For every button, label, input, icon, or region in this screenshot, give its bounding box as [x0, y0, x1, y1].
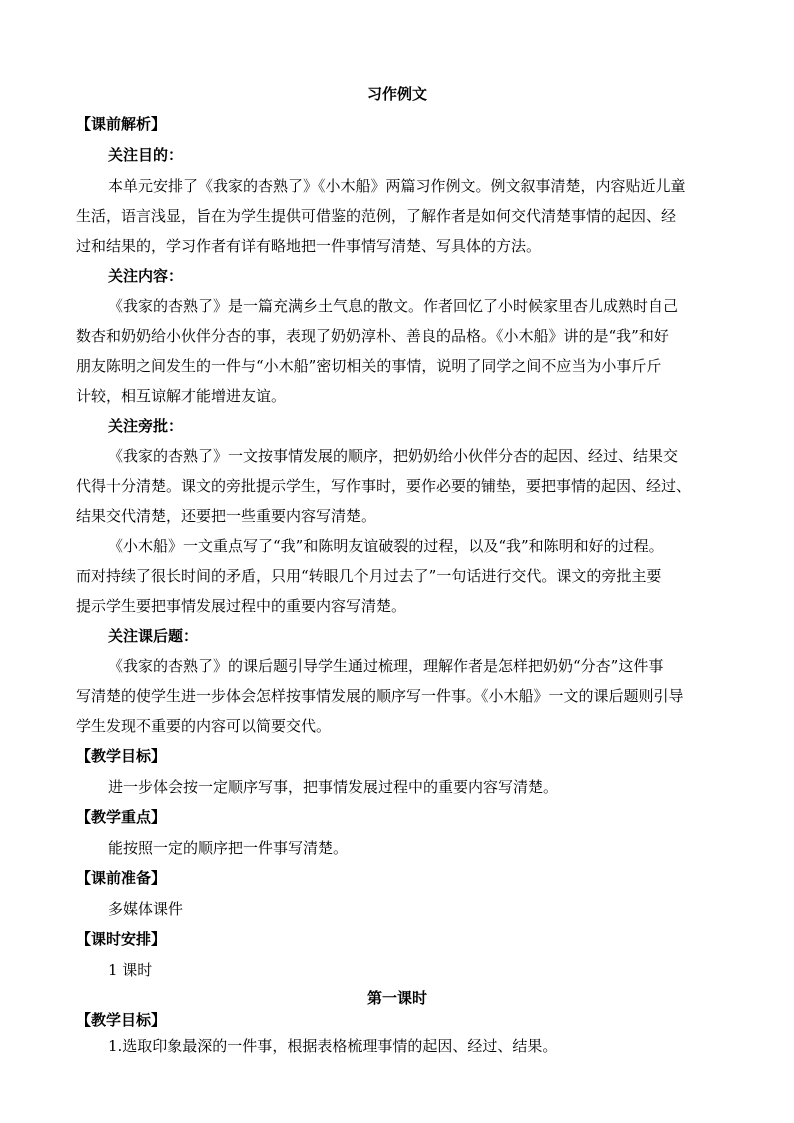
- paragraph-line: 《小木船》一文重点写了“我”和陈明友谊破裂的过程，以及“我”和陈明和好的过程。: [108, 537, 664, 555]
- heading-pre-analysis: 【课前解析】: [76, 115, 167, 133]
- label-content: 关注内容：: [108, 267, 184, 285]
- paragraph-line: 计较，相互谅解才能增进友谊。: [76, 387, 287, 405]
- paragraph-line: 《我家的杏熟了》的课后题引导学生通过梳理，理解作者是怎样把奶奶“分杏”这件事: [108, 657, 664, 675]
- schedule-text: 1 课时: [108, 961, 153, 979]
- paragraph-line: 学生发现不重要的内容可以简要交代。: [76, 717, 332, 735]
- lesson-one-title: 第一课时: [366, 989, 427, 1007]
- heading-key-points: 【教学重点】: [76, 808, 167, 826]
- preparation-text: 多媒体课件: [108, 900, 184, 918]
- paragraph-line: 而对持续了很长时间的矛盾，只用“转眼几个月过去了”一句话进行交代。课文的旁批主要: [76, 567, 662, 585]
- doc-title: 习作例文: [366, 85, 427, 103]
- lesson-goal-1: 1.选取印象最深的一件事，根据表格梳理事情的起因、经过、结果。: [108, 1037, 558, 1055]
- heading-lesson-goals: 【教学目标】: [76, 1011, 167, 1029]
- label-purpose: 关注目的：: [108, 146, 184, 164]
- paragraph-line: 《我家的杏熟了》一文按事情发展的顺序，把奶奶给小伙伴分杏的起因、经过、结果交: [108, 447, 679, 465]
- paragraph-line: 提示学生要把事情发展过程中的重要内容写清楚。: [76, 597, 407, 615]
- paragraph-line: 朋友陈明之间发生的一件与“小木船”密切相关的事情，说明了同学之间不应当为小事斤斤: [76, 357, 662, 375]
- label-margin-notes: 关注旁批：: [108, 417, 184, 435]
- heading-goals: 【教学目标】: [76, 747, 167, 765]
- heading-preparation: 【课前准备】: [76, 869, 167, 887]
- goals-text: 进一步体会按一定顺序写事，把事情发展过程中的重要内容写清楚。: [108, 778, 559, 796]
- paragraph-line: 过和结果的，学习作者有详有略地把一件事情写清楚、写具体的方法。: [76, 237, 542, 255]
- paragraph-line: 本单元安排了《我家的杏熟了》《小木船》两篇习作例文。例文叙事清楚，内容贴近儿童: [108, 177, 686, 195]
- paragraph-line: 代得十分清楚。课文的旁批提示学生，写作事时，要作必要的铺垫，要把事情的起因、经过、: [76, 477, 692, 495]
- paragraph-line: 《我家的杏熟了》是一篇充满乡土气息的散文。作者回忆了小时候家里杏儿成熟时自己: [108, 297, 679, 315]
- key-points-text: 能按照一定的顺序把一件事写清楚。: [108, 839, 349, 857]
- paragraph-line: 结果交代清楚，还要把一些重要内容写清楚。: [76, 507, 377, 525]
- paragraph-line: 写清楚的使学生进一步体会怎样按事情发展的顺序写一件事。《小木船》一文的课后题则引导: [76, 687, 684, 705]
- label-after-class: 关注课后题：: [108, 627, 199, 645]
- heading-schedule: 【课时安排】: [76, 930, 167, 948]
- paragraph-line: 生活，语言浅显，旨在为学生提供可借鉴的范例，了解作者是如何交代清楚事情的起因、经: [76, 207, 677, 225]
- paragraph-line: 数杏和奶奶给小伙伴分杏的事，表现了奶奶淳朴、善良的品格。《小木船》讲的是“我”和好: [76, 327, 669, 345]
